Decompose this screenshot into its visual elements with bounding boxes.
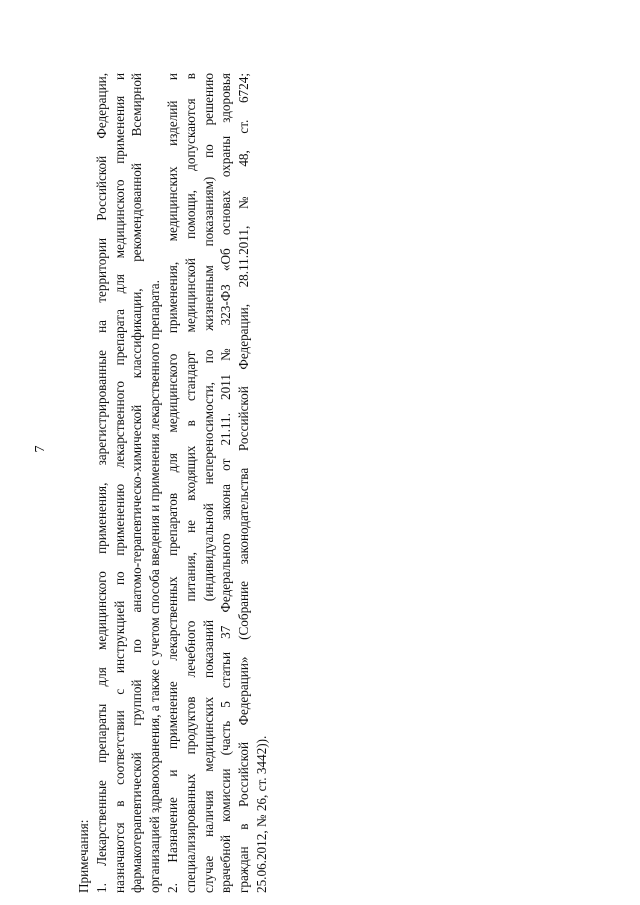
page-number: 7 <box>33 445 48 453</box>
notes-line: 1. Лекарственные препараты для медицинского применения, зарегистрированные на территории Российской Федерации, <box>93 73 109 893</box>
notes-line: назначаются в соответствии с инструкцией по применению лекарственного препарата для медицинского применения и <box>111 73 127 893</box>
notes-line: 25.06.2012, № 26, ст. 3442)). <box>253 735 269 893</box>
notes-line: врачебной комиссии (часть 5 статьи 37 Федерального закона от 21.11. 2011 № 323-ФЗ «Об основах охраны здоровья <box>218 73 234 893</box>
notes-line: 2. Назначение и применение лекарственных препаратов для медицинского применения, медицинских изделий и <box>164 73 180 893</box>
notes-line: фармакотерапевтической группой по анатомо-терапевтическо-химической классификации, рекомендованной Всемирной <box>129 73 145 893</box>
notes-line: граждан в Российской Федерации» (Собрание законодательства Российской Федерации, 28.11.2011, № 48, ст. 6724; <box>236 73 252 893</box>
notes-heading: Примечания: <box>76 819 91 893</box>
notes-line: случае наличия медицинских показаний (индивидуальной непереносимости, по жизненным показаниям) по решению <box>200 73 216 893</box>
notes-line: организацией здравоохранения, а также с учетом способа введения и применения лекарственного препарата. <box>147 280 163 893</box>
notes-line: специализированных продуктов лечебного питания, не входящих в стандарт медицинской помощи, допускаются в <box>182 73 198 893</box>
notes-block <box>75 73 271 893</box>
